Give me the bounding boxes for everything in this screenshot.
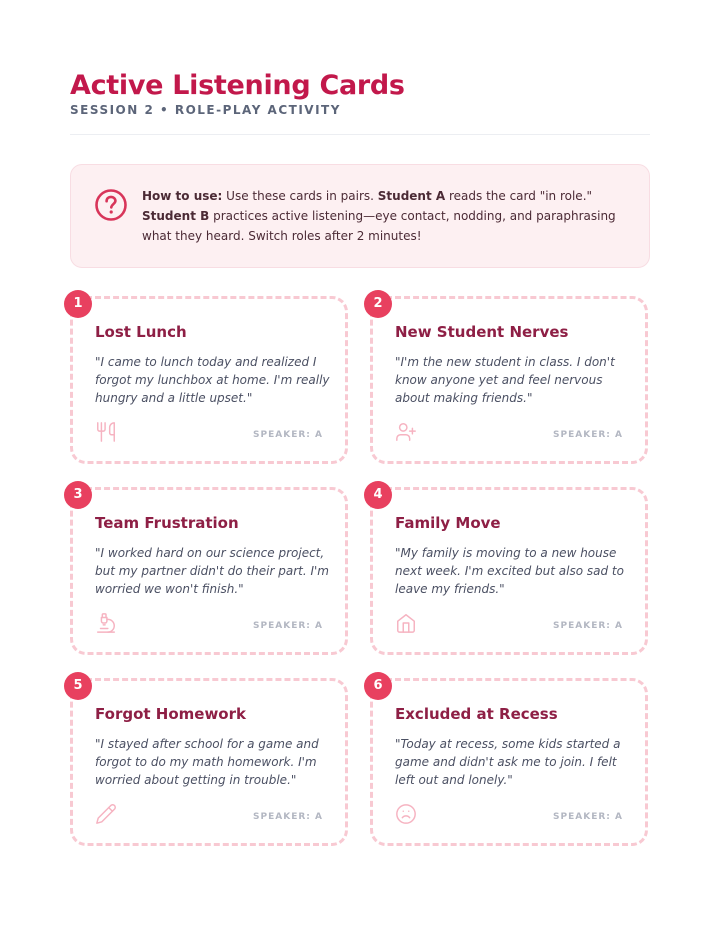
scenario-card-family-move (370, 487, 648, 655)
scenario-card-lost-lunch (70, 296, 348, 464)
card-quote: "I came to lunch today and realized I forgot my lunchbox at home. I'm really hungry and a little upset." (95, 355, 330, 405)
card-quote: "I'm the new student in class. I don't know anyone yet and feel nervous about making friends." (395, 355, 615, 405)
user-plus-icon (395, 421, 417, 443)
how-to-text-part: reads the card "in role." (445, 189, 593, 203)
card-title: Excluded at Recess (395, 705, 558, 723)
card-quote: "Today at recess, some kids started a game and didn't ask me to join. I felt left out and lonely." (395, 737, 621, 787)
speaker-label: SPEAKER: A (553, 621, 623, 631)
how-to-text-part: practices active listening—eye contact, nodding, and paraphrasing what they heard. Switch roles after 2 minutes! (142, 209, 616, 243)
card-number-badge: 6 (364, 672, 392, 700)
student-b-label: Student B (142, 209, 210, 223)
card-quote: "I worked hard on our science project, but my partner didn't do their part. I'm worried we won't finish." (95, 546, 329, 596)
student-a-label: Student A (377, 189, 446, 203)
how-to-use-label: How to use: (142, 189, 223, 203)
scenario-card-forgot-homework (70, 678, 348, 846)
speaker-label: SPEAKER: A (553, 812, 623, 822)
question-circle-icon (93, 187, 129, 223)
home-icon (395, 612, 417, 634)
speaker-label: SPEAKER: A (553, 430, 623, 440)
how-to-text-part: Use these cards in pairs. (222, 189, 378, 203)
card-title: Family Move (395, 514, 501, 532)
card-quote: "I stayed after school for a game and forgot to do my math homework. I'm worried about getting in trouble." (95, 737, 319, 787)
scenario-card-new-student-nerves (370, 296, 648, 464)
speaker-label: SPEAKER: A (253, 621, 323, 631)
card-number-badge: 1 (64, 290, 92, 318)
how-to-use-box (70, 164, 650, 268)
sad-face-icon (395, 803, 417, 825)
card-title: Lost Lunch (95, 323, 187, 341)
pencil-icon (95, 803, 117, 825)
speaker-label: SPEAKER: A (253, 430, 323, 440)
utensils-icon (95, 421, 117, 443)
speaker-label: SPEAKER: A (253, 812, 323, 822)
card-number-badge: 3 (64, 481, 92, 509)
scenario-card-excluded-at-recess (370, 678, 648, 846)
card-number-badge: 2 (364, 290, 392, 318)
card-number-badge: 4 (364, 481, 392, 509)
card-number-badge: 5 (64, 672, 92, 700)
how-to-use-text (142, 186, 622, 246)
card-title: Team Frustration (95, 514, 239, 532)
divider (70, 134, 650, 135)
scenario-card-team-frustration (70, 487, 348, 655)
card-quote: "My family is moving to a new house next week. I'm excited but also sad to leave my friends." (395, 546, 624, 596)
card-title: Forgot Homework (95, 705, 246, 723)
page-subtitle: SESSION 2 • ROLE-PLAY ACTIVITY (70, 103, 341, 117)
page-title: Active Listening Cards (70, 70, 405, 101)
microscope-icon (95, 612, 117, 634)
card-title: New Student Nerves (395, 323, 569, 341)
